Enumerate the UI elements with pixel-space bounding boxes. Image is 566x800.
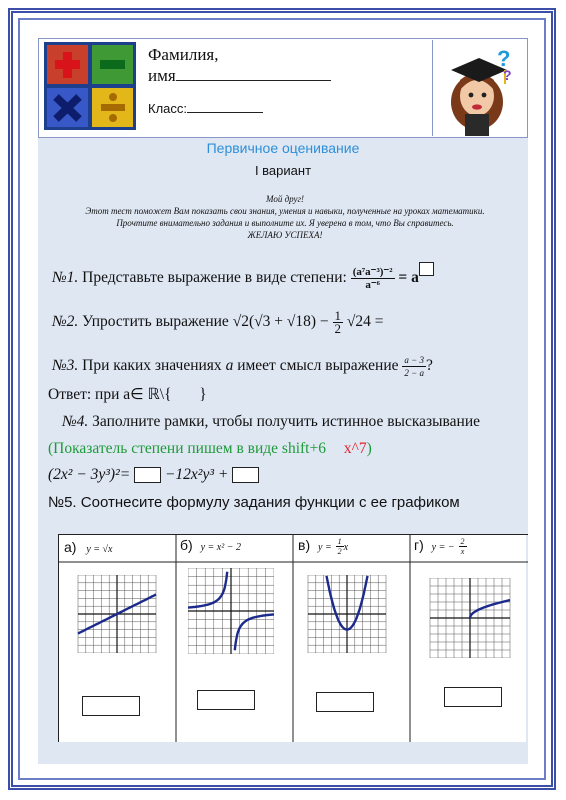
teacher-avatar-icon [432,40,523,136]
graph-d-plot [424,578,516,658]
task-1-answer-box[interactable] [419,262,434,276]
graph-c-answer-box[interactable] [316,692,374,712]
task-4 [62,413,480,431]
graph-c-plot [304,575,390,653]
task-3-text-a: При каких значениях [82,357,222,375]
task-3-var: a [225,357,234,375]
task-2 [52,310,384,335]
graph-d-answer-box[interactable] [444,687,502,707]
surname-label: Фамилия, [148,45,219,64]
task-5: №5. Соотнесите формулу задания функции с ее графиком [48,494,460,511]
task-2-expr-b: √24 = [346,313,384,331]
graph-b-answer-box[interactable] [197,690,255,710]
intro-line: ЖЕЛАЮ УСПЕХА! [247,230,323,240]
svg-text:?: ? [497,46,511,71]
intro-line: Этот тест поможет Вам показать свои знания, умения и навыки, полученные на уроках математики. [85,206,485,216]
math-operations-logo [44,42,136,130]
svg-text:?: ? [503,67,512,83]
minus-icon [100,60,125,69]
task-3-number: №3. [52,357,79,375]
task-1-number: №1. [52,269,79,287]
task-3-text-b: имеет смысл выражение [237,357,399,375]
graph-a-plot [74,575,160,653]
equation-lhs: (2x² − 3y³)²= [48,466,131,483]
task-2-number: №2. [52,313,79,331]
answer-3-text: Ответ: при a∈ ℝ\{ [48,386,172,403]
graph-b-plot [188,568,274,654]
task-2-text: Упростить выражение [82,313,229,331]
task-3-fraction: $\frac{a - 3}{2 - a}$ [404,355,424,378]
task-1-text: Представьте выражение в виде степени: [82,269,347,287]
class-field[interactable] [148,100,263,116]
equation-mid: −12x²y³ + [164,466,229,483]
graph-a-header: а) y = √x [64,539,113,555]
graph-d-header: г) y = − $\frac{2}{x}$ [414,537,465,556]
name-field[interactable] [148,44,428,86]
task-4-text: Заполните рамки, чтобы получить истинное высказывание [92,413,481,430]
equation [48,466,259,484]
graph-curve [470,600,510,618]
graph-b-header: б) y = x² − 2 [180,537,241,553]
variant-label: I вариант [254,163,312,178]
class-line [187,100,263,113]
graph-c-header: в) y = $\frac{1}{2}$ x [298,537,349,556]
task-1-fraction: $\frac{\text{(a⁷a⁻³)⁻²}}{\text{a⁻⁶}}$ [352,266,393,292]
answer-3: Ответ: при a∈ ℝ\{ } [48,386,207,403]
task-4-number: №4. [62,413,89,430]
task-3: №3. При каких значениях a имеет смысл выражение $\frac{a - 3}{2 - a}$ ? [52,355,433,378]
equation-box-1[interactable] [134,467,161,483]
hint-example: x^7 [343,440,367,457]
task-1-rhs: = a [398,269,419,287]
class-label: Класс: [148,101,187,116]
graph-a-answer-box[interactable] [82,696,140,716]
task-1 [52,262,434,291]
intro-text [60,193,510,241]
name-label: имя [148,66,176,85]
name-line [176,66,331,81]
page-title: Первичное оценивание [206,140,360,156]
intro-line: Прочтите внимательно задания и выполните их. Я уверена в том, что Вы справитесь. [116,218,454,228]
equation-box-2[interactable] [232,467,259,483]
task-2-expr-a: √2(√3 + √18) − [232,313,329,331]
intro-line: Мой друг! [265,194,305,204]
hint-text: (Показатель степени пишем в виде shift+6 x^7) [48,440,372,457]
task-2-fraction: $\frac{1}{2}$ [334,308,342,336]
